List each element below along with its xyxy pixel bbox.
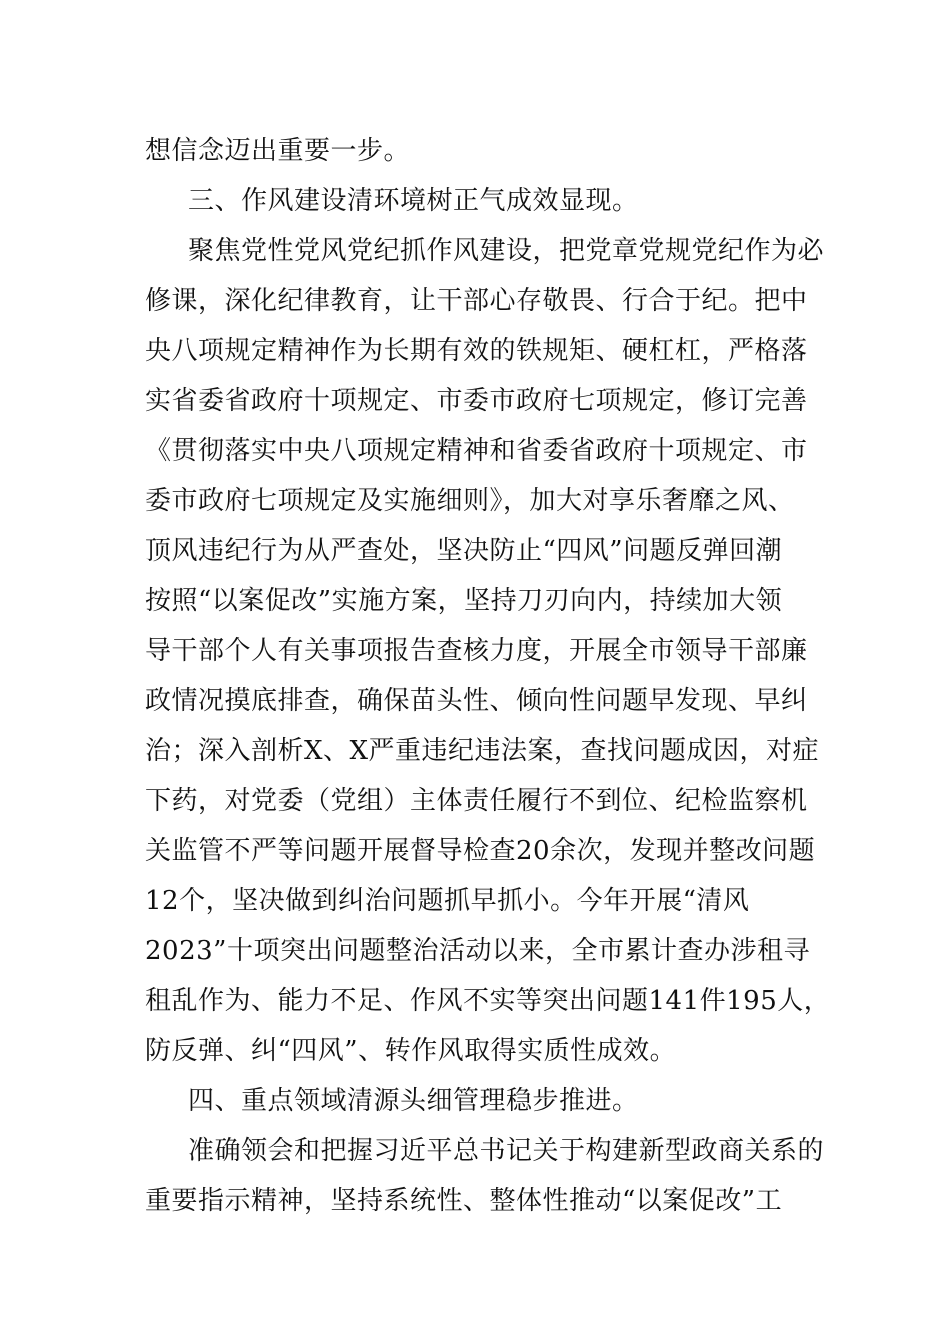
text-line-1: 想信念迈出重要一步。 xyxy=(145,136,411,166)
text-line-19: 防反弹、纠“四风”、转作风取得实质性成效。 xyxy=(145,1036,677,1066)
text-line-4: 修课，深化纪律教育，让干部心存敬畏、行合于纪。把中 xyxy=(145,286,808,316)
text-line-9: 顶风违纪行为从严查处，坚决防止“四风”问题反弹回潮 xyxy=(145,536,783,566)
text-line-5: 央八项规定精神作为长期有效的铁规矩、硬杠杠，严格落 xyxy=(145,336,808,366)
text-line-7: 《贯彻落实中央八项规定精神和省委省政府十项规定、市 xyxy=(145,436,808,466)
text-line-3: 聚焦党性党风党纪抓作风建设，把党章党规党纪作为必 xyxy=(188,236,825,266)
text-line-17: 2023”十项突出问题整治活动以来，全市累计查办涉租寻 xyxy=(145,936,810,966)
text-line-16: 12个，坚决做到纠治问题抓早抓小。今年开展“清风 xyxy=(145,886,750,916)
section-heading-3: 三、作风建设清环境树正气成效显现。 xyxy=(188,186,639,216)
text-line-13: 治；深入剖析X、X严重违纪违法案，查找问题成因，对症 xyxy=(145,736,820,766)
section-heading-4: 四、重点领域清源头细管理稳步推进。 xyxy=(188,1086,639,1116)
text-line-12: 政情况摸底排查，确保苗头性、倾向性问题早发现、早纠 xyxy=(145,686,808,716)
text-line-6: 实省委省政府十项规定、市委市政府七项规定，修订完善 xyxy=(145,386,808,416)
text-line-15: 关监管不严等问题开展督导检查20余次，发现并整改问题 xyxy=(145,836,816,866)
text-line-14: 下药，对党委（党组）主体责任履行不到位、纪检监察机 xyxy=(145,786,808,816)
text-line-22: 重要指示精神，坚持系统性、整体性推动“以案促改”工 xyxy=(145,1186,783,1216)
text-line-8: 委市政府七项规定及实施细则》，加大对享乐奢靡之风、 xyxy=(145,486,795,516)
text-line-21: 准确领会和把握习近平总书记关于构建新型政商关系的 xyxy=(188,1136,825,1166)
text-line-10: 按照“以案促改”实施方案，坚持刀刃向内，持续加大领 xyxy=(145,586,783,616)
text-line-11: 导干部个人有关事项报告查核力度，开展全市领导干部廉 xyxy=(145,636,808,666)
text-line-18: 租乱作为、能力不足、作风不实等突出问题141件195人， xyxy=(145,986,831,1016)
